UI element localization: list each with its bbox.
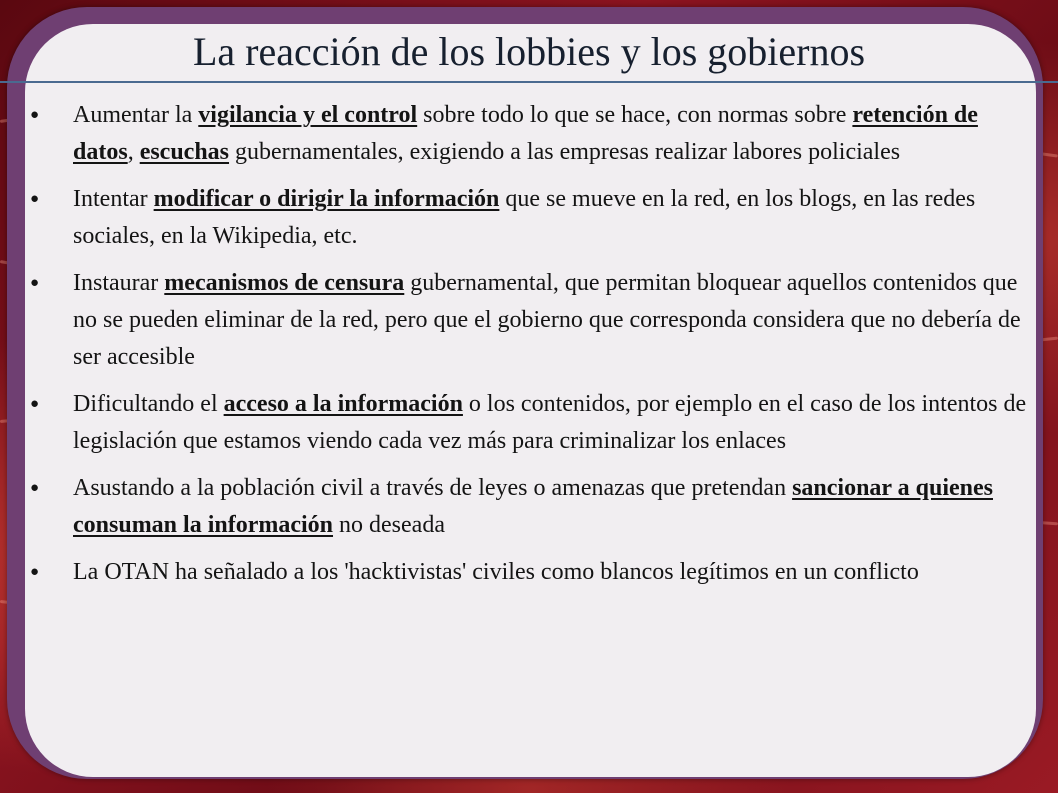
bullet-text: Intentar [73, 186, 154, 212]
bullet-icon: ● [30, 107, 40, 123]
bullet-item [30, 265, 1032, 376]
bullet-text: sobre todo lo que se hace, con normas sobre [417, 102, 853, 128]
highlighted-term: retención de datos [73, 102, 978, 165]
bullet-text: no deseada [333, 512, 445, 538]
bullet-list [30, 97, 1032, 601]
highlighted-term: escuchas [139, 139, 230, 165]
bullet-icon: ● [30, 480, 40, 496]
bullet-icon: ● [30, 396, 40, 412]
bullet-icon: ● [30, 275, 40, 291]
bullet-text: Asustando a la población civil a través de leyes o amenazas que pretendan [73, 475, 793, 501]
bullet-item [30, 554, 1032, 591]
bullet-text: o los contenidos, por ejemplo en el caso de los intentos de legislación que estamos viendo cada vez más para criminalizar los enlaces [73, 391, 1027, 454]
bullet-text: La OTAN ha señalado a los 'hacktivistas' civiles como blancos legítimos en un conflicto [73, 559, 919, 585]
bullet-text: Dificultando el [73, 391, 224, 417]
bullet-text: gubernamental, que permitan bloquear aquellos contenidos que no se pueden eliminar de la red, pero que el gobierno que corresponda considera que no debería de ser accesible [73, 270, 1021, 370]
bullet-text: gubernamentales, exigiendo a las empresas realizar labores policiales [229, 139, 901, 165]
bullet-text: que se mueve en la red, en los blogs, en las redes sociales, en la Wikipedia, etc. [73, 186, 976, 249]
highlighted-term: vigilancia y el control [198, 102, 418, 128]
highlighted-term: acceso a la información [223, 391, 463, 417]
highlighted-term: modificar o dirigir la información [153, 186, 500, 212]
bullet-text: Aumentar la [73, 102, 199, 128]
bullet-text: , [127, 139, 140, 165]
bullet-item [30, 97, 1032, 171]
bullet-item [30, 386, 1032, 460]
bullet-text: Instaurar [73, 270, 165, 296]
title-divider [0, 81, 1058, 83]
bullet-icon: ● [30, 564, 40, 580]
highlighted-term: sancionar a quienes consuman la información [73, 475, 993, 538]
slide-title: La reacción de los lobbies y los gobiernos [192, 29, 866, 74]
bullet-item [30, 470, 1032, 544]
bullet-icon: ● [30, 191, 40, 207]
highlighted-term: mecanismos de censura [164, 270, 405, 296]
bullet-item [30, 181, 1032, 255]
